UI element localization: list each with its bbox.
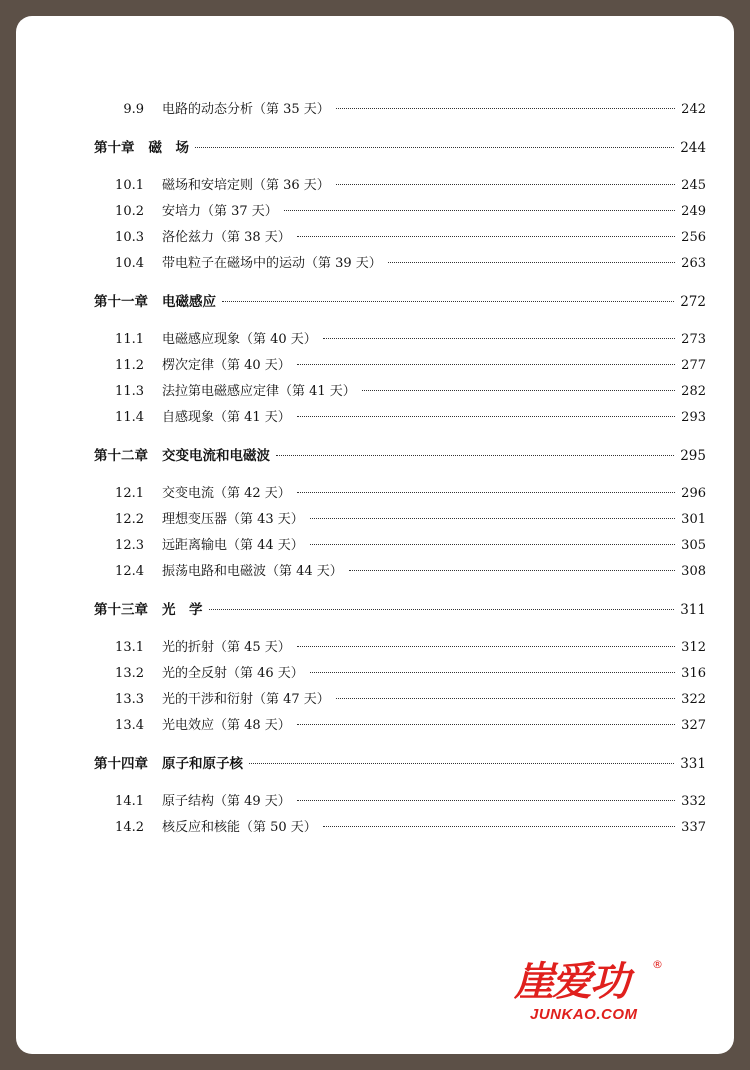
dot-leader bbox=[336, 108, 675, 109]
toc-entry-page-number: 327 bbox=[681, 718, 706, 733]
toc-entry-number: 11.2 bbox=[115, 358, 144, 373]
dot-leader bbox=[362, 390, 675, 391]
dot-leader bbox=[297, 416, 675, 417]
toc-entry-number: 第十章 bbox=[94, 140, 135, 156]
dot-leader bbox=[209, 609, 675, 610]
toc-chapter-entry[interactable] bbox=[94, 290, 706, 312]
toc-entry-page-number: 263 bbox=[681, 256, 706, 271]
toc-entry-title: 电磁感应 bbox=[162, 294, 216, 310]
toc-entry-number: 13.1 bbox=[115, 640, 144, 655]
toc-entry-title: 交变电流和电磁波 bbox=[162, 448, 270, 464]
toc-section-entry[interactable] bbox=[94, 354, 706, 376]
toc-entry-number: 9.9 bbox=[123, 102, 144, 117]
toc-section-entry[interactable] bbox=[94, 98, 706, 120]
toc-entry-title: 电路的动态分析（第 35 天） bbox=[162, 102, 330, 117]
toc-entry-title: 原子结构（第 49 天） bbox=[162, 794, 291, 809]
toc-entry-title: 自感现象（第 41 天） bbox=[162, 410, 291, 425]
toc-section-entry[interactable] bbox=[94, 482, 706, 504]
toc-section-entry[interactable] bbox=[94, 662, 706, 684]
toc-entry-page-number: 322 bbox=[681, 692, 706, 707]
toc-entry-title: 电磁感应现象（第 40 天） bbox=[162, 332, 317, 347]
dot-leader bbox=[195, 147, 674, 148]
toc-entry-title: 安培力（第 37 天） bbox=[162, 204, 278, 219]
dot-leader bbox=[323, 826, 675, 827]
dot-leader bbox=[222, 301, 674, 302]
toc-entry-page-number: 337 bbox=[681, 820, 706, 835]
dot-leader bbox=[276, 455, 674, 456]
toc-entry-page-number: 301 bbox=[681, 512, 706, 527]
toc-section-entry[interactable] bbox=[94, 688, 706, 710]
toc-entry-page-number: 296 bbox=[681, 486, 706, 501]
toc-entry-page-number: 244 bbox=[680, 140, 706, 156]
publisher-logo bbox=[514, 958, 668, 1048]
toc-entry-page-number: 256 bbox=[681, 230, 706, 245]
toc-section-entry[interactable] bbox=[94, 174, 706, 196]
toc-entry-page-number: 245 bbox=[681, 178, 706, 193]
registered-mark: ® bbox=[652, 958, 663, 971]
toc-entry-title: 光的折射（第 45 天） bbox=[162, 640, 291, 655]
toc-section-entry[interactable] bbox=[94, 714, 706, 736]
toc-entry-title: 磁 场 bbox=[148, 140, 189, 156]
dot-leader bbox=[297, 800, 675, 801]
toc-entry-page-number: 332 bbox=[681, 794, 706, 809]
toc-section-entry[interactable] bbox=[94, 252, 706, 274]
toc-section-entry[interactable] bbox=[94, 816, 706, 838]
toc-chapter-entry[interactable] bbox=[94, 598, 706, 620]
toc-entry-number: 12.3 bbox=[115, 538, 144, 553]
toc-entry-number: 11.3 bbox=[115, 384, 144, 399]
toc-entry-number: 14.1 bbox=[115, 794, 144, 809]
toc-entry-title: 理想变压器（第 43 天） bbox=[162, 512, 304, 527]
dot-leader bbox=[310, 518, 675, 519]
toc-section-entry[interactable] bbox=[94, 560, 706, 582]
dot-leader bbox=[297, 724, 675, 725]
toc-entry-number: 12.4 bbox=[115, 564, 144, 579]
toc-entry-page-number: 277 bbox=[681, 358, 706, 373]
toc-entry-title: 光的干涉和衍射（第 47 天） bbox=[162, 692, 330, 707]
toc-entry-title: 振荡电路和电磁波（第 44 天） bbox=[162, 564, 343, 579]
toc-section-entry[interactable] bbox=[94, 636, 706, 658]
toc-entry-page-number: 293 bbox=[681, 410, 706, 425]
toc-section-entry[interactable] bbox=[94, 534, 706, 556]
toc-entry-title: 光 学 bbox=[162, 602, 203, 618]
toc-entry-title: 远距离输电（第 44 天） bbox=[162, 538, 304, 553]
dot-leader bbox=[310, 672, 675, 673]
toc-entry-number: 第十四章 bbox=[94, 756, 148, 772]
toc-entry-title: 磁场和安培定则（第 36 天） bbox=[162, 178, 330, 193]
toc-entry-title: 洛伦兹力（第 38 天） bbox=[162, 230, 291, 245]
toc-chapter-entry[interactable] bbox=[94, 136, 706, 158]
toc-chapter-entry[interactable] bbox=[94, 444, 706, 466]
dot-leader bbox=[297, 364, 675, 365]
toc-entry-page-number: 272 bbox=[680, 294, 706, 310]
toc-entry-title: 交变电流（第 42 天） bbox=[162, 486, 291, 501]
toc-entry-number: 13.3 bbox=[115, 692, 144, 707]
toc-entry-page-number: 282 bbox=[681, 384, 706, 399]
toc-entry-title: 核反应和核能（第 50 天） bbox=[162, 820, 317, 835]
logo-domain-text: JUNKAO.COM bbox=[530, 1006, 638, 1023]
dot-leader bbox=[310, 544, 675, 545]
toc-entry-page-number: 242 bbox=[681, 102, 706, 117]
page-sheet bbox=[16, 16, 734, 1054]
toc-section-entry[interactable] bbox=[94, 226, 706, 248]
toc-section-entry[interactable] bbox=[94, 200, 706, 222]
toc-entry-number: 13.4 bbox=[115, 718, 144, 733]
toc-entry-page-number: 249 bbox=[681, 204, 706, 219]
toc-entry-page-number: 312 bbox=[681, 640, 706, 655]
toc-section-entry[interactable] bbox=[94, 328, 706, 350]
toc-section-entry[interactable] bbox=[94, 406, 706, 428]
logo-chinese-text: 崖爱功 bbox=[514, 959, 628, 1005]
toc-entry-page-number: 308 bbox=[681, 564, 706, 579]
toc-entry-number: 12.1 bbox=[115, 486, 144, 501]
dot-leader bbox=[349, 570, 675, 571]
toc-entry-page-number: 311 bbox=[680, 602, 706, 618]
toc-entry-title: 法拉第电磁感应定律（第 41 天） bbox=[162, 384, 356, 399]
toc-entry-number: 13.2 bbox=[115, 666, 144, 681]
toc-entry-number: 10.2 bbox=[115, 204, 144, 219]
toc-entry-number: 10.4 bbox=[115, 256, 144, 271]
toc-entry-number: 10.3 bbox=[115, 230, 144, 245]
toc-entry-title: 带电粒子在磁场中的运动（第 39 天） bbox=[162, 256, 382, 271]
dot-leader bbox=[336, 184, 675, 185]
dot-leader bbox=[297, 236, 675, 237]
toc-entry-title: 原子和原子核 bbox=[162, 756, 243, 772]
dot-leader bbox=[297, 646, 675, 647]
toc-entry-number: 第十三章 bbox=[94, 602, 148, 618]
toc-entry-number: 第十二章 bbox=[94, 448, 148, 464]
toc-section-entry[interactable] bbox=[94, 380, 706, 402]
toc-section-entry[interactable] bbox=[94, 508, 706, 530]
toc-entry-number: 11.4 bbox=[115, 410, 144, 425]
toc-entry-number: 12.2 bbox=[115, 512, 144, 527]
toc-entry-page-number: 273 bbox=[681, 332, 706, 347]
toc-entry-title: 楞次定律（第 40 天） bbox=[162, 358, 291, 373]
dot-leader bbox=[336, 698, 675, 699]
toc-entry-page-number: 316 bbox=[681, 666, 706, 681]
toc-chapter-entry[interactable] bbox=[94, 752, 706, 774]
toc-entry-title: 光电效应（第 48 天） bbox=[162, 718, 291, 733]
dot-leader bbox=[284, 210, 675, 211]
toc-entry-page-number: 331 bbox=[680, 756, 706, 772]
toc-section-entry[interactable] bbox=[94, 790, 706, 812]
dot-leader bbox=[323, 338, 675, 339]
dot-leader bbox=[388, 262, 675, 263]
dot-leader bbox=[297, 492, 675, 493]
toc-entry-number: 10.1 bbox=[115, 178, 144, 193]
dot-leader bbox=[249, 763, 674, 764]
toc-entry-number: 11.1 bbox=[115, 332, 144, 347]
toc-entry-number: 14.2 bbox=[115, 820, 144, 835]
toc-entry-page-number: 295 bbox=[680, 448, 706, 464]
toc-entry-number: 第十一章 bbox=[94, 294, 148, 310]
toc-entry-title: 光的全反射（第 46 天） bbox=[162, 666, 304, 681]
toc-entry-page-number: 305 bbox=[681, 538, 706, 553]
